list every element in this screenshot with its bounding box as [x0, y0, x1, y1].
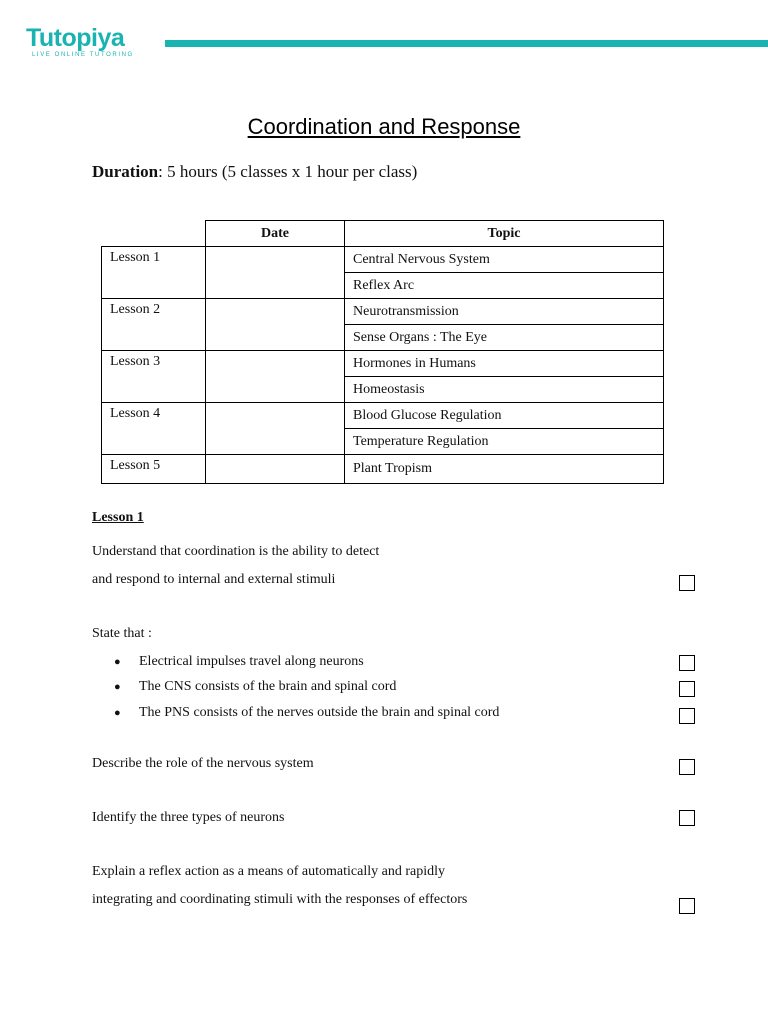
bullet-dot-icon: ●: [114, 681, 121, 693]
objective-text: Understand that coordination is the ability to detect: [92, 544, 380, 559]
topic-cell: Temperature Regulation: [345, 429, 664, 455]
topic-cell: Homeostasis: [345, 377, 664, 403]
table-header-topic: Topic: [345, 221, 664, 247]
bullet-text: The PNS consists of the nerves outside the brain and spinal cord: [139, 705, 500, 720]
topic-cell: Plant Tropism: [345, 455, 664, 484]
table-row: [102, 299, 664, 325]
topic-cell: Reflex Arc: [345, 273, 664, 299]
table-row: [102, 351, 664, 377]
lesson-cell: Lesson 1: [102, 247, 206, 299]
objective-text: Explain a reflex action as a means of automatically and rapidly: [92, 864, 445, 879]
logo-wordmark: Tutopiya: [26, 24, 125, 52]
objective-checkbox[interactable]: [679, 898, 695, 914]
lesson-cell: Lesson 5: [102, 455, 206, 484]
lesson-1-heading: Lesson 1: [92, 510, 144, 525]
bullet-text: Electrical impulses travel along neurons: [139, 654, 364, 669]
objective-checkbox[interactable]: [679, 655, 695, 671]
objective-checkbox[interactable]: [679, 708, 695, 724]
objective-checkbox[interactable]: [679, 759, 695, 775]
date-cell: [206, 403, 345, 455]
lesson-cell: Lesson 3: [102, 351, 206, 403]
tutopiya-logo: [26, 24, 146, 64]
objective-text: Identify the three types of neurons: [92, 810, 285, 825]
objective-text: Describe the role of the nervous system: [92, 756, 314, 771]
logo-tagline: LIVE ONLINE TUTORING: [32, 52, 134, 58]
topic-cell: Sense Organs : The Eye: [345, 325, 664, 351]
bullet-item: [114, 679, 396, 695]
objective-checkbox[interactable]: [679, 575, 695, 591]
header-accent-bar: [165, 40, 768, 47]
state-that-label: State that :: [92, 626, 152, 641]
objective-checkbox[interactable]: [679, 810, 695, 826]
objective-text: and respond to internal and external stimuli: [92, 572, 336, 587]
page-title: Coordination and Response: [247, 114, 521, 139]
date-cell: [206, 351, 345, 403]
topic-cell: Neurotransmission: [345, 299, 664, 325]
schedule-table: [101, 220, 664, 484]
bullet-item: [114, 654, 364, 670]
table-header-blank: [102, 221, 206, 247]
topic-cell: Blood Glucose Regulation: [345, 403, 664, 429]
date-cell: [206, 299, 345, 351]
table-header-row: [102, 221, 664, 247]
bullet-item: [114, 705, 499, 721]
topic-cell: Hormones in Humans: [345, 351, 664, 377]
table-header-date: Date: [206, 221, 345, 247]
lesson-cell: Lesson 2: [102, 299, 206, 351]
duration-value: : 5 hours (5 classes x 1 hour per class): [158, 162, 418, 181]
objective-text: integrating and coordinating stimuli with the responses of effectors: [92, 892, 468, 907]
bullet-dot-icon: ●: [114, 707, 121, 719]
lesson-cell: Lesson 4: [102, 403, 206, 455]
bullet-text: The CNS consists of the brain and spinal cord: [139, 679, 397, 694]
topic-cell: Central Nervous System: [345, 247, 664, 273]
date-cell: [206, 455, 345, 484]
duration-label: Duration: [92, 162, 159, 181]
bullet-dot-icon: ●: [114, 656, 121, 668]
table-row: [102, 403, 664, 429]
objective-checkbox[interactable]: [679, 681, 695, 697]
date-cell: [206, 247, 345, 299]
duration-line: [92, 162, 417, 182]
table-row: [102, 455, 664, 484]
table-row: [102, 247, 664, 273]
